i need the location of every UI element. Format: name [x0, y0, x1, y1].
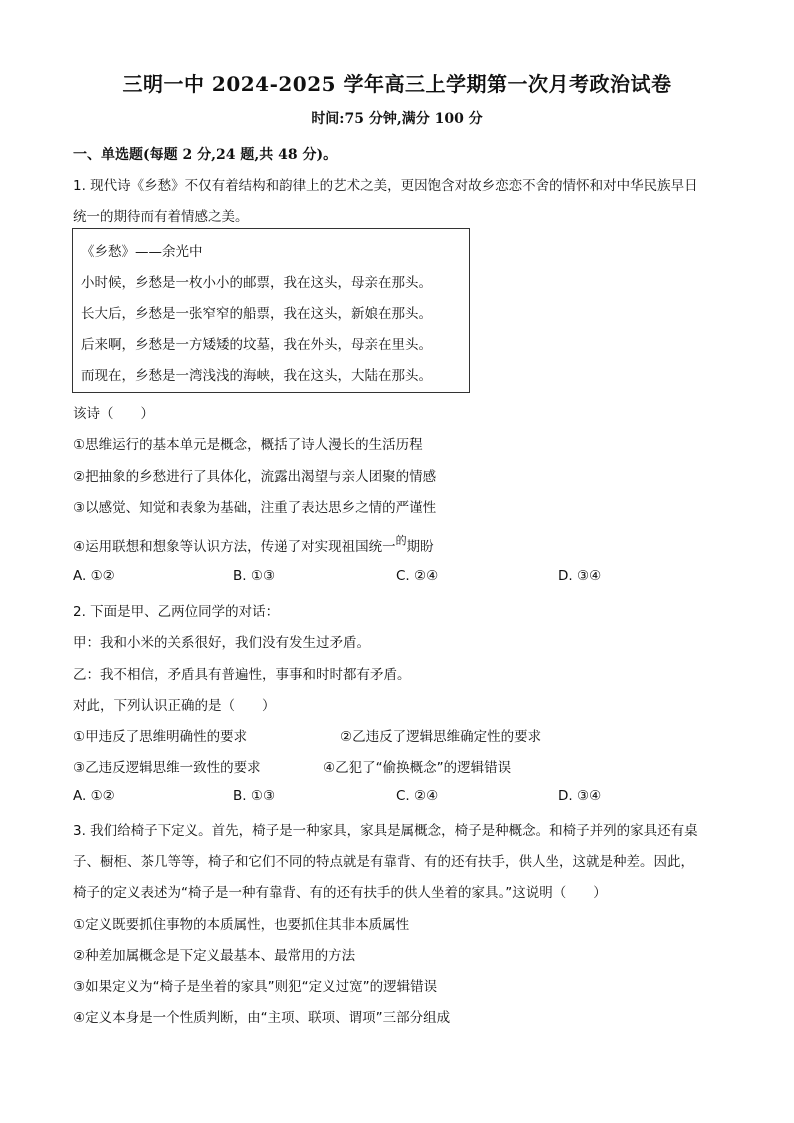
q2-item: ②乙违反了逻辑思维确定性的要求	[340, 729, 542, 745]
q2-stem: 2. 下面是甲、乙两位同学的对话：	[73, 604, 280, 620]
q3-stem-line1: 3. 我们给椅子下定义。首先，椅子是一种家具，家具是属概念，椅子是种概念。和椅子并列的家具还有桌	[73, 823, 698, 839]
q1-item: ③以感觉、知觉和表象为基础，注重了表达思乡之情的严谨性	[73, 500, 437, 516]
q2-dialog-a: 甲：我和小米的关系很好，我们没有发生过矛盾。	[73, 635, 370, 651]
q1-item: ②把抽象的乡愁进行了具体化，流露出渴望与亲人团聚的情感	[73, 469, 437, 485]
q1-option-a[interactable]: A. ①②	[73, 568, 115, 584]
section-heading: 一、单选题(每题 2 分,24 题,共 48 分)。	[73, 147, 338, 163]
q2-option-b[interactable]: B. ①③	[233, 788, 276, 804]
q1-option-d[interactable]: D. ③④	[558, 568, 602, 584]
q1-stem-line1: 1. 现代诗《乡愁》不仅有着结构和韵律上的艺术之美，更因饱含对故乡恋恋不舍的情怀和对中华民族早日	[73, 178, 698, 194]
poem-line: 后来啊，乡愁是一方矮矮的坟墓，我在外头，母亲在里头。	[81, 337, 432, 353]
q3-item: ①定义既要抓住事物的本质属性，也要抓住其非本质属性	[73, 917, 410, 933]
q2-option-c[interactable]: C. ②④	[396, 788, 439, 804]
exam-subtitle: 时间:75 分钟,满分 100 分	[311, 111, 483, 127]
q2-item: ①甲违反了思维明确性的要求	[73, 729, 248, 745]
q2-prompt: 对此，下列认识正确的是（ ）	[73, 698, 276, 714]
poem-title: 《乡愁》——余光中	[81, 244, 203, 260]
q1-item	[73, 535, 434, 555]
q1-item4-tail: 期盼	[406, 539, 434, 555]
q1-item4-sup: 的	[395, 534, 407, 547]
q3-item: ②种差加属概念是下定义最基本、最常用的方法	[73, 948, 356, 964]
q2-option-d[interactable]: D. ③④	[558, 788, 602, 804]
poem-line: 而现在，乡愁是一湾浅浅的海峡，我在这头，大陆在那头。	[81, 368, 432, 384]
q1-option-c[interactable]: C. ②④	[396, 568, 439, 584]
q1-item4-main: ④运用联想和想象等认识方法，传递了对实现祖国统一	[73, 539, 396, 555]
poem-box	[72, 228, 470, 393]
poem-line: 长大后，乡愁是一张窄窄的船票，我在这头，新娘在那头。	[81, 306, 432, 322]
q3-stem-line3: 椅子的定义表述为“椅子是一种有靠背、有的还有扶手的供人坐着的家具。”这说明（ ）	[73, 885, 607, 901]
poem-line: 小时候，乡愁是一枚小小的邮票，我在这头，母亲在那头。	[81, 275, 432, 291]
q1-stem-line2: 统一的期待而有着情感之美。	[73, 209, 249, 225]
q2-item: ④乙犯了“偷换概念”的逻辑错误	[323, 760, 512, 776]
q1-item: ①思维运行的基本单元是概念，概括了诗人漫长的生活历程	[73, 437, 423, 453]
q1-prompt: 该诗（ ）	[73, 406, 154, 422]
q1-option-b[interactable]: B. ①③	[233, 568, 276, 584]
q3-item: ③如果定义为“椅子是坐着的家具”则犯“定义过宽”的逻辑错误	[73, 979, 438, 995]
q2-item: ③乙违反逻辑思维一致性的要求	[73, 760, 261, 776]
q2-option-a[interactable]: A. ①②	[73, 788, 115, 804]
q2-dialog-b: 乙：我不相信，矛盾具有普遍性，事事和时时都有矛盾。	[73, 667, 411, 683]
exam-title: 三明一中 2024-2025 学年高三上学期第一次月考政治试卷	[122, 72, 672, 96]
q3-item: ④定义本身是一个性质判断，由“主项、联项、谓项”三部分组成	[73, 1010, 451, 1026]
q3-stem-line2: 子、橱柜、茶几等等，椅子和它们不同的特点就是有靠背、有的还有扶手，供人坐，这就是种差。因此，	[73, 854, 694, 870]
